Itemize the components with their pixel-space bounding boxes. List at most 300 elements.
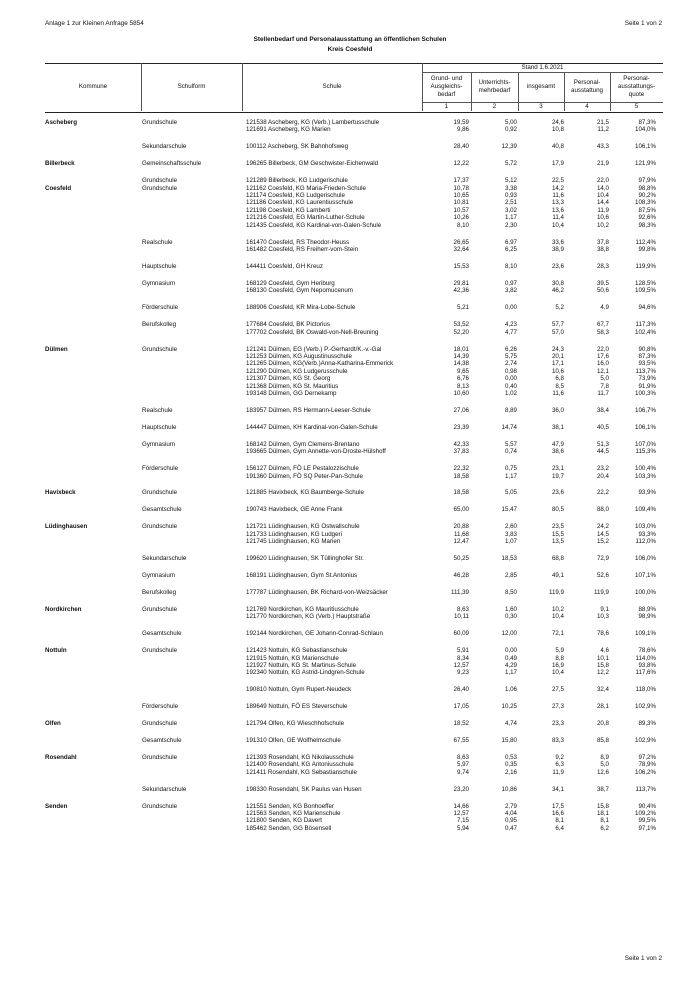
grundbedarf-cell: 10,60 xyxy=(453,390,469,397)
quote-cell: 100,0% xyxy=(635,588,656,596)
mehrbedarf-cell: 10,86 xyxy=(501,785,517,793)
insgesamt-cell: 11,9 xyxy=(552,768,564,776)
quote-cell: 99,5% xyxy=(638,817,656,825)
ausstattung-cell: 39,5 xyxy=(596,279,609,287)
mehrbedarf-cell: 0,47 xyxy=(504,824,517,832)
ausstattung-cell: 44,5 xyxy=(596,448,609,456)
insgesamt-cell: 46,2 xyxy=(551,287,564,295)
schulform-cell: Förderschule xyxy=(142,304,179,312)
quote-cell: 106,1% xyxy=(635,423,656,431)
table-row xyxy=(0,465,700,472)
header-num-2: 2 xyxy=(492,103,497,110)
schule-cell: 144447 Dülmen, KH Kardinal-von-Galen-Schule xyxy=(246,423,378,431)
table-row xyxy=(0,207,700,214)
schule-cell: 185462 Senden, GG Bösensell xyxy=(246,824,332,832)
table-row xyxy=(0,786,700,793)
ausstattung-cell: 52,6 xyxy=(596,572,609,579)
ausstattung-cell: 22,0 xyxy=(596,345,609,353)
ausstattung-cell: 28,1 xyxy=(596,703,609,711)
grundbedarf-cell: 8,63 xyxy=(456,753,469,761)
insgesamt-cell: 14,2 xyxy=(551,184,564,192)
ausstattung-cell: 10,6 xyxy=(596,214,609,222)
schule-cell: 183957 Dülmen, RS Hermann-Leeser-Schule xyxy=(246,406,371,414)
insgesamt-cell: 8,8 xyxy=(555,654,564,662)
ausstattung-cell: 16,0 xyxy=(596,360,609,368)
page-number-bottom: Seite 1 von 2 xyxy=(624,955,662,962)
insgesamt-cell: 22,5 xyxy=(551,177,564,185)
schulform-cell: Sekundarschule xyxy=(142,785,187,793)
header-kommune: Kommune xyxy=(78,83,108,90)
schule-cell: 144411 Coesfeld, GH Kreuz xyxy=(246,263,323,270)
table-row xyxy=(0,523,700,530)
insgesamt-cell: 33,6 xyxy=(551,238,564,246)
grundbedarf-cell: 29,81 xyxy=(453,279,469,287)
quote-cell: 97,2% xyxy=(638,753,656,761)
quote-cell: 90,4% xyxy=(638,802,656,810)
mehrbedarf-cell: 2,79 xyxy=(504,802,517,810)
schulform-cell: Gesamtschule xyxy=(142,630,182,638)
mehrbedarf-cell: 0,75 xyxy=(504,465,517,473)
schulform-cell: Grundschule xyxy=(142,605,178,613)
mehrbedarf-cell: 3,82 xyxy=(504,287,517,295)
table-row xyxy=(0,720,700,727)
mehrbedarf-cell: 12,00 xyxy=(501,630,517,638)
grundbedarf-cell: 26,65 xyxy=(453,238,469,246)
quote-cell: 78,6% xyxy=(638,647,656,655)
mehrbedarf-cell: 3,38 xyxy=(504,184,517,192)
mehrbedarf-cell: 1,60 xyxy=(504,605,517,613)
mehrbedarf-cell: 0,40 xyxy=(504,382,517,390)
document-title: Stellenbedarf und Personalausstattung an öffentlichen Schulen xyxy=(253,36,447,43)
ausstattung-cell: 37,8 xyxy=(596,238,609,246)
table-row xyxy=(0,346,700,353)
mehrbedarf-cell: 0,00 xyxy=(504,647,517,655)
grundbedarf-cell: 10,81 xyxy=(453,199,469,207)
table-row xyxy=(0,214,700,221)
ausstattung-cell: 28,3 xyxy=(596,263,609,270)
schule-cell: 188906 Coesfeld, KR Mira-Lobe-Schule xyxy=(246,304,356,312)
table-row xyxy=(0,655,700,662)
insgesamt-cell: 119,9 xyxy=(548,588,564,596)
grundbedarf-cell: 60,09 xyxy=(453,630,469,638)
quote-cell: 112,4% xyxy=(635,238,656,246)
insgesamt-cell: 5,2 xyxy=(555,304,564,312)
table-row xyxy=(0,263,700,270)
schule-cell: 193148 Dülmen, GG Dernekamp xyxy=(246,390,337,397)
mehrbedarf-cell: 5,57 xyxy=(504,440,517,448)
ausstattung-cell: 20,4 xyxy=(596,472,609,480)
grundbedarf-cell: 8,34 xyxy=(456,654,469,662)
mehrbedarf-cell: 0,97 xyxy=(504,279,517,287)
ausstattung-cell: 14,4 xyxy=(596,199,609,207)
insgesamt-cell: 17,9 xyxy=(551,160,564,168)
mehrbedarf-cell: 2,85 xyxy=(504,572,517,579)
table-row xyxy=(0,360,700,367)
ausstattung-cell: 21,5 xyxy=(596,119,609,126)
mehrbedarf-cell: 10,25 xyxy=(501,703,517,711)
schule-cell: 121551 Senden, KG Bonhoeffer xyxy=(246,802,334,810)
schulform-cell: Sekundarschule xyxy=(142,143,187,151)
insgesamt-cell: 24,6 xyxy=(551,119,564,126)
quote-cell: 109,1% xyxy=(635,630,656,638)
schule-cell: 193665 Dülmen, Gym Annette-von-Droste-Hülshoff xyxy=(246,448,386,456)
schulform-cell: Berufskolleg xyxy=(142,321,177,329)
schule-cell: 121770 Nordkirchen, KG (Verb.) Hauptstraße xyxy=(246,613,371,621)
table-row xyxy=(0,199,700,206)
kommune-cell: Coesfeld xyxy=(45,184,72,192)
table-row xyxy=(0,489,700,496)
quote-cell: 100,3% xyxy=(635,390,656,397)
schule-cell: 121927 Nottuln, KG St. Martinus-Schule xyxy=(246,661,357,669)
quote-cell: 98,3% xyxy=(638,221,656,229)
quote-cell: 100,4% xyxy=(635,465,656,473)
insgesamt-cell: 68,8 xyxy=(551,555,564,562)
header-num-4: 4 xyxy=(585,103,589,110)
header-schulform: Schulform xyxy=(177,83,206,90)
mehrbedarf-cell: 3,02 xyxy=(504,206,517,214)
mehrbedarf-cell: 6,25 xyxy=(504,246,517,253)
grundbedarf-cell: 5,91 xyxy=(456,647,469,655)
schule-cell: 121400 Rosendahl, KG Antoniusschule xyxy=(246,761,354,769)
header-schule: Schule xyxy=(322,83,342,90)
ausstattung-cell: 50,6 xyxy=(596,287,609,295)
insgesamt-cell: 27,5 xyxy=(551,686,564,694)
ausstattung-cell: 8,9 xyxy=(600,753,609,761)
quote-cell: 73,9% xyxy=(638,375,656,383)
schule-cell: 121769 Nordkirchen, KG Mauritiusschule xyxy=(246,605,359,613)
table-row xyxy=(0,185,700,192)
schulform-cell: Grundschule xyxy=(142,119,178,126)
quote-cell: 94,6% xyxy=(638,304,656,312)
grundbedarf-cell: 32,64 xyxy=(453,246,469,253)
table-row xyxy=(0,754,700,761)
grundbedarf-cell: 22,32 xyxy=(453,465,469,473)
mehrbedarf-cell: 8,89 xyxy=(504,406,517,414)
ausstattung-cell: 10,1 xyxy=(596,654,609,662)
schulform-cell: Grundschule xyxy=(142,184,178,192)
schulform-cell: Förderschule xyxy=(142,465,179,473)
table-row xyxy=(0,506,700,513)
table-row xyxy=(0,538,700,545)
grundbedarf-cell: 28,40 xyxy=(453,143,469,151)
schulform-cell: Hauptschule xyxy=(142,423,177,431)
ausstattung-cell: 43,3 xyxy=(596,143,609,151)
insgesamt-cell: 11,6 xyxy=(552,390,564,397)
quote-cell: 99,8% xyxy=(638,246,656,253)
kommune-cell: Ascheberg xyxy=(45,119,77,126)
insgesamt-cell: 19,7 xyxy=(551,472,564,480)
schule-cell: 121794 Olfen, KG Wieschhofschule xyxy=(246,720,345,728)
ausstattung-cell: 6,2 xyxy=(600,824,609,832)
insgesamt-cell: 49,1 xyxy=(551,572,564,579)
mehrbedarf-cell: 0,74 xyxy=(504,448,517,456)
ausstattung-cell: 23,2 xyxy=(596,465,609,473)
schulform-cell: Grundschule xyxy=(142,720,178,728)
grundbedarf-cell: 10,11 xyxy=(453,613,469,621)
quote-cell: 97,9% xyxy=(638,177,656,185)
ausstattung-cell: 11,9 xyxy=(597,206,609,214)
ausstattung-cell: 17,6 xyxy=(596,352,609,360)
schule-cell: 121423 Nottuln, KG Sebastianschule xyxy=(246,647,348,655)
grundbedarf-cell: 27,06 xyxy=(453,406,469,414)
quote-cell: 98,8% xyxy=(638,184,656,192)
document-reference: Anlage 1 zur Kleinen Anfrage 5854 xyxy=(45,20,144,27)
grundbedarf-cell: 5,21 xyxy=(456,304,469,312)
schule-cell: 121915 Nottuln, KG Marienschule xyxy=(246,654,339,662)
quote-cell: 103,0% xyxy=(635,523,656,531)
table-row xyxy=(0,246,700,253)
page-number-top: Seite 1 von 2 xyxy=(624,20,662,27)
schule-cell: 121691 Ascheberg, KG Marien xyxy=(246,126,331,134)
mehrbedarf-cell: 2,51 xyxy=(504,199,517,207)
mehrbedarf-cell: 0,00 xyxy=(504,375,517,383)
insgesamt-cell: 10,8 xyxy=(551,126,564,134)
schule-cell: 121368 Dülmen, KG St. Mauritius xyxy=(246,382,339,390)
table-row xyxy=(0,143,700,150)
schulform-cell: Grundschule xyxy=(142,802,178,810)
ausstattung-cell: 15,8 xyxy=(596,661,609,669)
schulform-cell: Grundschule xyxy=(142,753,178,761)
schule-cell: 121307 Dülmen, KG St. Georg xyxy=(246,375,331,383)
insgesamt-cell: 47,9 xyxy=(551,440,564,448)
quote-cell: 91,9% xyxy=(638,382,656,390)
mehrbedarf-cell: 1,17 xyxy=(504,214,517,222)
ausstattung-cell: 12,6 xyxy=(596,768,609,776)
quote-cell: 108,3% xyxy=(635,199,656,207)
ausstattung-cell: 7,8 xyxy=(600,382,609,390)
header-num-5: 5 xyxy=(634,103,639,110)
insgesamt-cell: 23,5 xyxy=(551,523,564,531)
table-row xyxy=(0,630,700,637)
mehrbedarf-cell: 4,74 xyxy=(504,720,517,728)
quote-cell: 109,5% xyxy=(635,287,656,295)
insgesamt-cell: 16,6 xyxy=(551,810,564,817)
grundbedarf-cell: 46,28 xyxy=(453,572,469,579)
mehrbedarf-cell: 15,80 xyxy=(501,737,517,744)
grundbedarf-cell: 17,37 xyxy=(453,177,469,185)
schulform-cell: Hauptschule xyxy=(142,263,177,270)
schule-cell: 177787 Lüdinghausen, BK Richard-von-Weizsäcker xyxy=(246,588,388,596)
quote-cell: 88,9% xyxy=(638,605,656,613)
insgesamt-cell: 24,3 xyxy=(551,345,564,353)
ausstattung-cell: 5,0 xyxy=(600,375,609,383)
ausstattung-cell: 119,9 xyxy=(593,588,609,596)
kommune-cell: Rosendahl xyxy=(45,753,77,761)
mehrbedarf-cell: 1,17 xyxy=(504,669,517,677)
ausstattung-cell: 14,0 xyxy=(596,184,609,192)
ausstattung-cell: 9,1 xyxy=(600,605,609,613)
insgesamt-cell: 6,4 xyxy=(555,824,564,832)
grundbedarf-cell: 8,13 xyxy=(456,382,469,390)
schule-cell: 121174 Coesfeld, KG Ludgerischule xyxy=(246,192,345,199)
mehrbedarf-cell: 2,16 xyxy=(504,768,517,776)
mehrbedarf-cell: 15,47 xyxy=(501,506,517,514)
quote-cell: 106,2% xyxy=(635,768,656,776)
schule-cell: 121563 Senden, KG Marienschule xyxy=(246,810,341,817)
table-row xyxy=(0,606,700,613)
schulform-cell: Grundschule xyxy=(142,489,178,497)
quote-cell: 106,7% xyxy=(635,406,656,414)
table-row xyxy=(0,126,700,133)
insgesamt-cell: 27,3 xyxy=(551,703,564,711)
quote-cell: 113,7% xyxy=(635,785,656,793)
schulform-cell: Gymnasium xyxy=(142,440,176,448)
insgesamt-cell: 40,8 xyxy=(551,143,564,151)
quote-cell: 97,1% xyxy=(638,824,656,832)
insgesamt-cell: 36,0 xyxy=(551,406,564,414)
grundbedarf-cell: 8,63 xyxy=(456,605,469,613)
ausstattung-cell: 12,1 xyxy=(596,367,609,375)
quote-cell: 109,4% xyxy=(635,506,656,514)
schule-cell: 199620 Lüdinghausen, SK Tüllinghofer Str. xyxy=(246,555,364,562)
insgesamt-cell: 57,0 xyxy=(551,328,564,336)
table-row xyxy=(0,703,700,710)
schule-cell: 121733 Lüdinghausen, KG Ludgeri xyxy=(246,530,342,538)
mehrbedarf-cell: 4,23 xyxy=(504,321,517,329)
quote-cell: 114,0% xyxy=(635,654,656,662)
ausstattung-cell: 88,0 xyxy=(596,506,609,514)
mehrbedarf-cell: 6,97 xyxy=(504,238,517,246)
insgesamt-cell: 13,3 xyxy=(551,199,564,207)
schule-cell: 121411 Rosendahl, KG Sebastianschule xyxy=(246,768,357,776)
ausstattung-cell: 4,9 xyxy=(600,304,609,312)
insgesamt-cell: 30,8 xyxy=(551,279,564,287)
grundbedarf-cell: 50,25 xyxy=(453,555,469,562)
kommune-cell: Olfen xyxy=(45,720,61,728)
schulform-cell: Grundschule xyxy=(142,177,178,185)
table-row xyxy=(0,407,700,414)
mehrbedarf-cell: 0,53 xyxy=(504,753,517,761)
ausstattung-cell: 12,2 xyxy=(596,669,609,677)
schule-cell: 168129 Coesfeld, Gym Heriburg xyxy=(246,279,335,287)
grundbedarf-cell: 18,52 xyxy=(453,720,469,728)
schulform-cell: Grundschule xyxy=(142,345,178,353)
kommune-cell: Senden xyxy=(45,802,68,810)
grundbedarf-cell: 9,23 xyxy=(456,669,469,677)
insgesamt-cell: 8,5 xyxy=(555,382,564,390)
table-row xyxy=(0,803,700,810)
table-row xyxy=(0,686,700,693)
stand-date: Stand 1.6.2021 xyxy=(521,64,564,71)
grundbedarf-cell: 6,76 xyxy=(456,375,469,383)
schulform-cell: Förderschule xyxy=(142,703,179,711)
insgesamt-cell: 72,1 xyxy=(551,630,564,638)
grundbedarf-cell: 52,20 xyxy=(453,328,469,336)
mehrbedarf-cell: 1,07 xyxy=(504,538,517,546)
grundbedarf-cell: 18,58 xyxy=(453,472,469,480)
insgesamt-cell: 38,9 xyxy=(551,246,564,253)
schule-cell: 121721 Lüdinghausen, KG Ostwallschule xyxy=(246,523,360,531)
schule-cell: 177702 Coesfeld, BK Oswald-von-Nell-Breuning xyxy=(246,328,379,336)
table-row xyxy=(0,662,700,669)
table-row xyxy=(0,441,700,448)
quote-cell: 87,3% xyxy=(638,352,656,360)
schulform-cell: Sekundarschule xyxy=(142,555,187,562)
ausstattung-cell: 11,7 xyxy=(597,390,609,397)
insgesamt-cell: 34,1 xyxy=(551,785,564,793)
quote-cell: 89,3% xyxy=(638,720,656,728)
ausstattung-cell: 78,6 xyxy=(596,630,609,638)
schule-cell: 196265 Billerbeck, GM Geschwister-Eichenwald xyxy=(246,160,379,168)
schule-cell: 191360 Dülmen, FÖ SQ Peter-Pan-Schule xyxy=(246,472,363,480)
quote-cell: 78,9% xyxy=(638,761,656,769)
insgesamt-cell: 6,3 xyxy=(555,761,564,769)
quote-cell: 109,2% xyxy=(635,810,656,817)
insgesamt-cell: 23,1 xyxy=(551,465,564,473)
grundbedarf-cell: 9,86 xyxy=(456,126,469,134)
ausstattung-cell: 15,8 xyxy=(596,802,609,810)
quote-cell: 107,0% xyxy=(635,440,656,448)
schulform-cell: Gemeinschaftsschule xyxy=(142,160,202,168)
grundbedarf-cell: 10,65 xyxy=(453,192,469,199)
schule-cell: 121253 Dülmen, KG Augustinusschule xyxy=(246,352,352,360)
grundbedarf-cell: 10,78 xyxy=(453,184,469,192)
insgesamt-cell: 13,5 xyxy=(551,538,564,546)
grundbedarf-cell: 14,39 xyxy=(453,352,469,360)
mehrbedarf-cell: 8,10 xyxy=(504,263,517,270)
schule-cell: 100112 Ascheberg, SK Bahnhofsweg xyxy=(246,143,349,151)
mehrbedarf-cell: 12,39 xyxy=(501,143,517,151)
grundbedarf-cell: 12,57 xyxy=(453,810,469,817)
insgesamt-cell: 38,6 xyxy=(551,448,564,456)
grundbedarf-cell: 5,97 xyxy=(456,761,469,769)
grundbedarf-cell: 37,83 xyxy=(453,448,469,456)
grundbedarf-cell: 5,94 xyxy=(456,824,469,832)
header-col1: Grund- und Ausgleichs- bedarf xyxy=(430,75,463,98)
grundbedarf-cell: 26,40 xyxy=(453,686,469,694)
schule-cell: 121393 Rosendahl, KG Nikolausschule xyxy=(246,753,354,761)
grundbedarf-cell: 42,36 xyxy=(453,287,469,295)
mehrbedarf-cell: 0,49 xyxy=(504,654,517,662)
schule-cell: 121198 Coesfeld, KG Lamberti xyxy=(246,206,331,214)
table-row xyxy=(0,669,700,676)
schule-cell: 168191 Lüdinghausen, Gym St.Antonius xyxy=(246,572,358,579)
quote-cell: 106,1% xyxy=(635,143,656,151)
ausstattung-cell: 21,9 xyxy=(596,160,609,168)
grundbedarf-cell: 12,57 xyxy=(453,661,469,669)
quote-cell: 93,8% xyxy=(638,661,656,669)
schule-cell: 121435 Coesfeld, KG Kardinal-von-Galen-Schule xyxy=(246,221,382,229)
schule-cell: 161470 Coesfeld, RS Theodor-Heuss xyxy=(246,238,350,246)
grundbedarf-cell: 15,53 xyxy=(453,263,469,270)
mehrbedarf-cell: 1,02 xyxy=(504,390,517,397)
table-row xyxy=(0,119,700,126)
grundbedarf-cell: 7,15 xyxy=(456,817,469,825)
ausstattung-cell: 72,9 xyxy=(596,555,609,562)
ausstattung-cell: 8,1 xyxy=(600,817,609,825)
ausstattung-cell: 4,6 xyxy=(600,647,609,655)
grundbedarf-cell: 18,01 xyxy=(453,345,469,353)
mehrbedarf-cell: 4,04 xyxy=(504,810,517,817)
quote-cell: 102,9% xyxy=(635,737,656,744)
table-row xyxy=(0,761,700,768)
table-row xyxy=(0,810,700,817)
schule-cell: 190810 Nottuln, Gym Rupert-Neudeck xyxy=(246,686,352,694)
quote-cell: 102,9% xyxy=(635,703,656,711)
table-row xyxy=(0,589,700,596)
schule-cell: 121745 Lüdinghausen, KG Marien xyxy=(246,538,341,546)
quote-cell: 93,5% xyxy=(638,360,656,368)
table-row xyxy=(0,473,700,480)
grundbedarf-cell: 42,33 xyxy=(453,440,469,448)
kommune-cell: Lüdinghausen xyxy=(45,523,88,531)
schule-cell: 191310 Olfen, GE Wolfhelmschule xyxy=(246,737,341,744)
table-row xyxy=(0,222,700,229)
insgesamt-cell: 11,6 xyxy=(552,192,564,199)
insgesamt-cell: 5,9 xyxy=(555,647,564,655)
mehrbedarf-cell: 0,30 xyxy=(504,613,517,621)
schulform-cell: Gymnasium xyxy=(142,572,176,579)
